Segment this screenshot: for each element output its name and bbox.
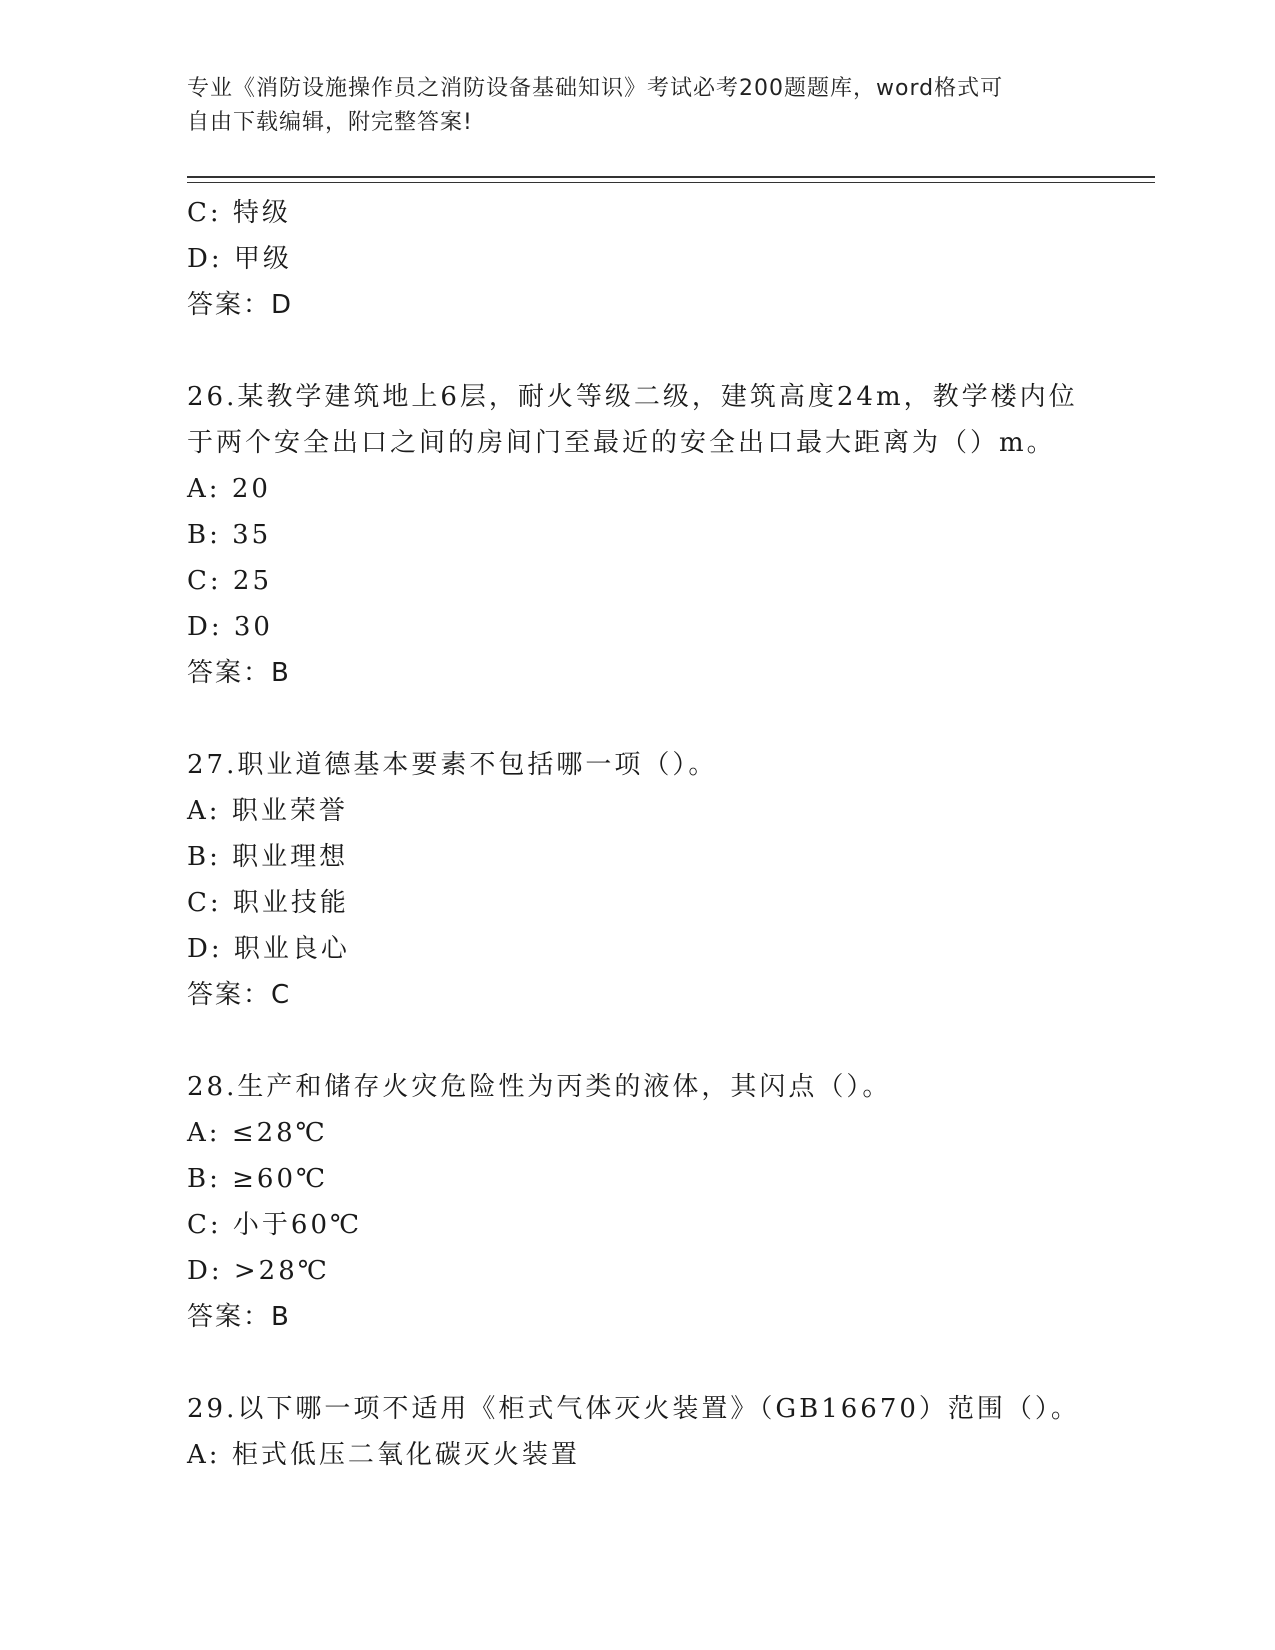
question-stem-line-1: 27.职业道德基本要素不包括哪一项（）。 bbox=[187, 750, 718, 780]
question-stem-line-1: 28.生产和储存火灾危险性为丙类的液体，其闪点（）。 bbox=[187, 1072, 892, 1102]
option-a: A: 职业荣誉 bbox=[187, 796, 348, 826]
spacer bbox=[187, 1018, 1155, 1064]
question-list bbox=[187, 190, 1155, 1478]
document-header bbox=[187, 72, 1087, 140]
option-d: D: 30 bbox=[187, 612, 273, 642]
answer-line: 答案：B bbox=[187, 1302, 291, 1332]
header-line-2: 自由下载编辑，附完整答案! bbox=[187, 110, 473, 135]
prev-question bbox=[187, 190, 1155, 328]
question-29 bbox=[187, 1386, 1155, 1478]
question-27 bbox=[187, 742, 1155, 1018]
option-b: B: 35 bbox=[187, 520, 272, 550]
answer-line: 答案：B bbox=[187, 658, 291, 688]
option-a: A: ≤28℃ bbox=[187, 1118, 328, 1148]
question-stem-line-1: 26.某教学建筑地上6层，耐火等级二级，建筑高度24m，教学楼内位 bbox=[187, 382, 1078, 412]
question-stem-line-1: 29.以下哪一项不适用《柜式气体灭火装置》（GB16670）范围（）。 bbox=[187, 1394, 1080, 1424]
option-a: A: 柜式低压二氧化碳灭火装置 bbox=[187, 1440, 580, 1470]
option-b: B: 职业理想 bbox=[187, 842, 349, 872]
option-d: D: 职业良心 bbox=[187, 934, 350, 964]
question-stem-line-2: 于两个安全出口之间的房间门至最近的安全出口最大距离为（）m。 bbox=[187, 428, 1056, 458]
spacer bbox=[187, 1340, 1155, 1386]
option-c: C: 小于60℃ bbox=[187, 1210, 363, 1240]
option-c: C: 25 bbox=[187, 566, 273, 596]
header-rule-thick bbox=[187, 176, 1155, 178]
option-d: D: >28℃ bbox=[187, 1256, 330, 1286]
question-28 bbox=[187, 1064, 1155, 1340]
option-d: D: 甲级 bbox=[187, 244, 292, 274]
option-c: C: 特级 bbox=[187, 198, 291, 228]
header-rule-thin bbox=[187, 182, 1155, 183]
question-26 bbox=[187, 374, 1155, 696]
option-a: A: 20 bbox=[187, 474, 271, 504]
spacer bbox=[187, 696, 1155, 742]
answer-line: 答案：C bbox=[187, 980, 292, 1010]
spacer bbox=[187, 328, 1155, 374]
option-b: B: ≥60℃ bbox=[187, 1164, 329, 1194]
option-c: C: 职业技能 bbox=[187, 888, 349, 918]
header-line-1: 专业《消防设施操作员之消防设备基础知识》考试必考200题题库，word格式可 bbox=[187, 76, 1004, 101]
answer-line: 答案：D bbox=[187, 290, 294, 320]
